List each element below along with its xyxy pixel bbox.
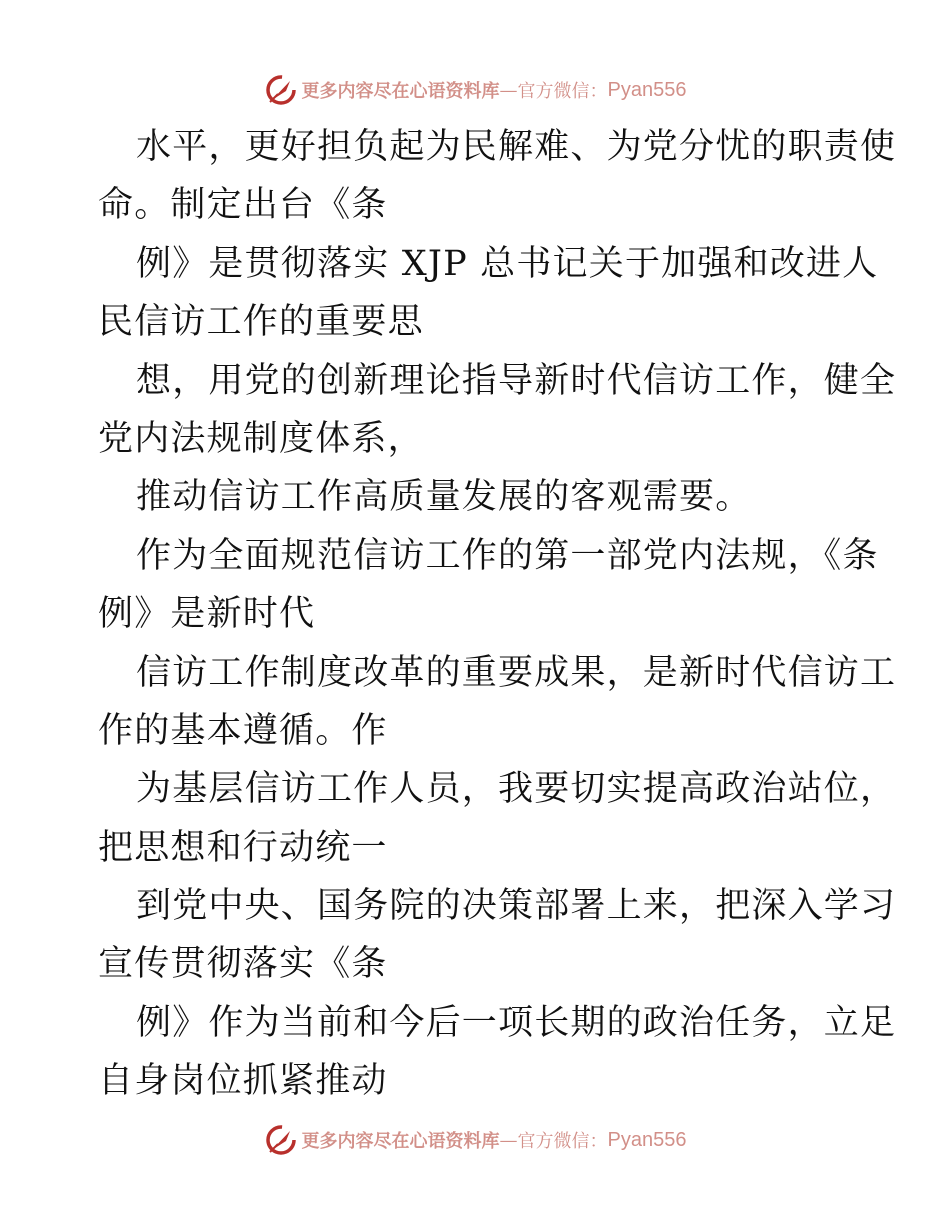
watermark-dash: — — [499, 1129, 518, 1151]
watermark-dash: — — [499, 79, 518, 101]
text-line: 例》是贯彻落实 XJP 总书记关于加强和改进人 — [136, 243, 879, 284]
watermark-title: 更多内容尽在心语资料库 — [301, 81, 500, 102]
text-line: 命。制定出台《条 — [98, 185, 388, 226]
text-line: 宣传贯彻落实《条 — [98, 944, 388, 985]
watermark-wechat-id: Pyan556 — [607, 78, 687, 101]
text-line: 把思想和行动统一 — [98, 827, 388, 868]
watermark-title: 更多内容尽在心语资料库 — [301, 1131, 500, 1152]
text-line: 自身岗位抓紧推动 — [98, 1061, 388, 1102]
text-line: 党内法规制度体系， — [98, 418, 424, 459]
text-line: 信访工作制度改革的重要成果，是新时代信访工 — [136, 652, 897, 693]
text-line: 例》是新时代 — [98, 594, 316, 635]
document-body — [98, 118, 897, 1111]
text-line: 为基层信访工作人员，我要切实提高政治站位， — [136, 769, 897, 810]
watermark-wechat-label: 官方微信： — [517, 81, 608, 102]
watermark-wechat-label: 官方微信： — [517, 1131, 608, 1152]
watermark-wechat-id: Pyan556 — [607, 1128, 687, 1151]
header-watermark — [0, 70, 950, 110]
text-line: 例》作为当前和今后一项长期的政治任务，立足 — [136, 1002, 897, 1043]
text-line: 作的基本遵循。作 — [98, 710, 388, 751]
text-line: 作为全面规范信访工作的第一部党内法规，《条 — [136, 535, 879, 576]
footer-watermark — [0, 1120, 950, 1160]
quill-logo-icon — [264, 73, 298, 107]
text-line: 想，用党的创新理论指导新时代信访工作，健全 — [136, 360, 897, 401]
quill-logo-icon — [264, 1123, 298, 1157]
text-line: 水平，更好担负起为民解难、为党分忧的职责使 — [136, 127, 897, 167]
text-line: 推动信访工作高质量发展的客观需要。 — [136, 477, 752, 518]
text-line: 到党中央、国务院的决策部署上来，把深入学习 — [136, 886, 897, 927]
text-line: 民信访工作的重要思 — [98, 302, 424, 343]
